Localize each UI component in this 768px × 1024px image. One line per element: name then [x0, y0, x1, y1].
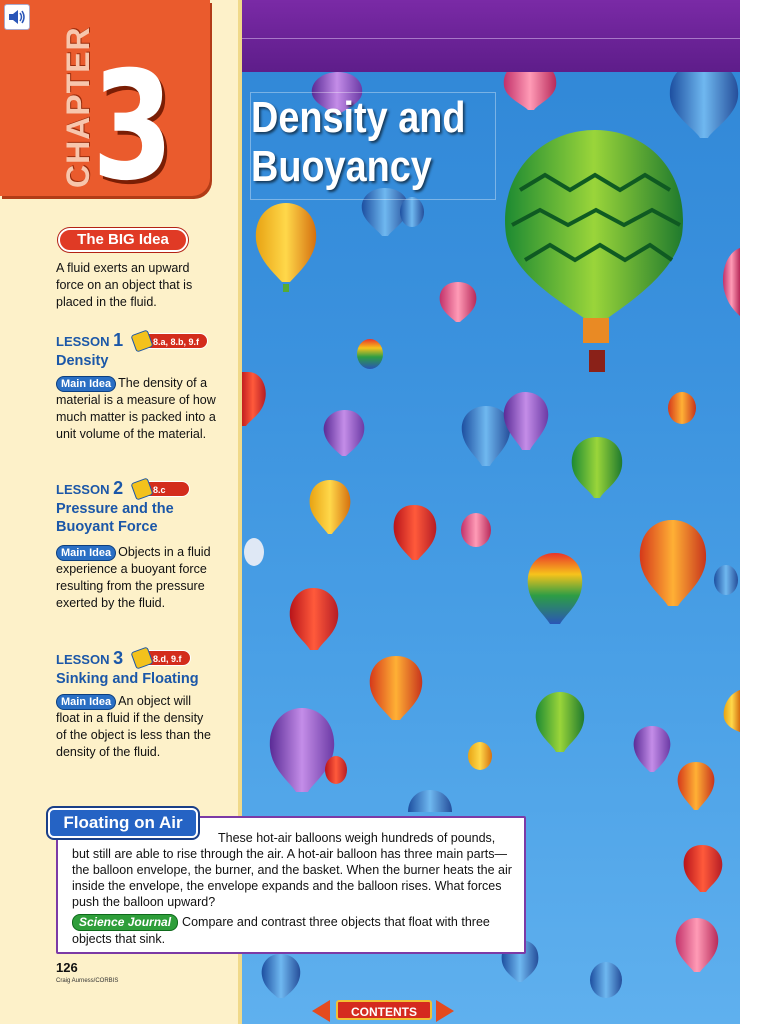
lesson-2-standards: 8.c [134, 481, 190, 497]
balloon-blue-low [408, 790, 452, 812]
balloon-red-stripes [394, 505, 437, 560]
balloon-pink-2 [461, 513, 491, 547]
lesson-1-text: Main Idea The density of a material is a measure of how much matter is packed into a unit volume of the material. [56, 376, 216, 441]
lesson-1-standards: 8.a, 8.b, 9.f [134, 333, 208, 349]
chapter-title [250, 92, 496, 200]
balloon-small-red-right [668, 392, 696, 424]
balloon-lavender-big [270, 708, 334, 792]
lesson-3-name[interactable]: Sinking and Floating [56, 671, 199, 687]
lesson-2-label: LESSON 2 [56, 478, 124, 498]
header-band [210, 0, 740, 72]
speaker-icon[interactable] [4, 4, 30, 30]
balloon-red-purple [290, 588, 339, 650]
balloon-orange-right [640, 520, 706, 606]
balloon-small-red-2 [325, 756, 347, 784]
next-page-arrow-icon[interactable] [436, 1000, 454, 1022]
balloon-yellow-left [256, 203, 316, 292]
page-margin [740, 0, 768, 1024]
header-rule [222, 38, 740, 39]
chapter-number: 3 [92, 40, 174, 214]
balloon-green-2 [536, 692, 585, 752]
lesson-3-text: Main Idea An object will float in a fluid if the density of the object is less than the density of the fluid. [56, 694, 211, 759]
balloon-yellow-edge [724, 690, 740, 732]
balloon-peach [468, 742, 492, 770]
balloon-multi-chevron [528, 553, 583, 624]
main-idea-badge: Main Idea [56, 694, 116, 710]
lesson-3-label: LESSON 3 [56, 648, 124, 668]
title-line-2: Buoyancy [251, 142, 432, 192]
science-journal-badge: Science Journal [72, 914, 178, 931]
balloon-orange-pink [678, 762, 715, 810]
balloon-blue-2 [504, 392, 549, 450]
photo-credit: Craig Aurness/CORBIS [56, 978, 119, 984]
balloon-pink-1 [440, 282, 477, 322]
chapter-word: CHAPTER [60, 26, 96, 188]
balloon-edge-pink [723, 248, 740, 316]
lesson-2-text: Main Idea Objects in a fluid experience a buoyant force resulting from the pressure exerted by the fluid. [56, 545, 211, 610]
balloon-red-left [240, 372, 266, 426]
balloon-white-left [244, 538, 264, 566]
balloon-small-blue-2 [400, 197, 424, 227]
balloon-multi-bottom [590, 962, 622, 998]
balloon-purple-2 [634, 726, 671, 772]
main-idea-badge: Main Idea [56, 545, 116, 561]
balloon-pink-low-right [676, 918, 719, 972]
previous-page-arrow-icon[interactable] [312, 1000, 330, 1022]
title-line-1: Density and [251, 93, 466, 142]
big-idea-badge: The BIG Idea [58, 228, 188, 252]
balloon-blue-bottom-left [262, 954, 301, 998]
balloon-purple-mid [324, 410, 365, 456]
balloon-big-green [505, 130, 683, 372]
balloon-small-blue-right [714, 565, 738, 595]
chapter-badge [0, 0, 210, 214]
balloon-small-multi-1 [357, 339, 383, 369]
contents-button[interactable]: CONTENTS [336, 1000, 432, 1020]
big-idea-text: A fluid exerts an upward force on an object that is placed in the fluid. [56, 261, 193, 309]
science-journal: Science Journal Compare and contrast three objects that float with three objects that sink. [72, 915, 490, 946]
lesson-1-label: LESSON 1 [56, 330, 124, 350]
balloon-green-mid [572, 437, 623, 498]
lesson-1-name[interactable]: Density [56, 353, 109, 369]
page-number: 126 [56, 960, 78, 975]
balloon-blue-stripes [462, 406, 511, 466]
floating-on-air-tab: Floating on Air [48, 808, 198, 838]
balloon-orange-chevron [370, 656, 423, 720]
lesson-2-name[interactable]: Pressure and the Buoyant Force [56, 501, 174, 535]
balloon-yellow-mid [310, 480, 351, 534]
balloon-red-right-low [684, 845, 723, 892]
floating-on-air-text: These hot-air balloons weigh hundreds of pounds, but still are able to rise through the air. A hot-air balloon has three main parts—the balloon envelope, the burner, and the basket. When the burner heats the air inside the envelope, the envelope expands and the balloon rises. What forces push the balloon upward? Science Journal Compare and contrast three objects that float with three objects that sink. [72, 830, 518, 947]
lesson-3-standards: 8.d, 9.f [134, 650, 191, 666]
main-idea-badge: Main Idea [56, 376, 116, 392]
